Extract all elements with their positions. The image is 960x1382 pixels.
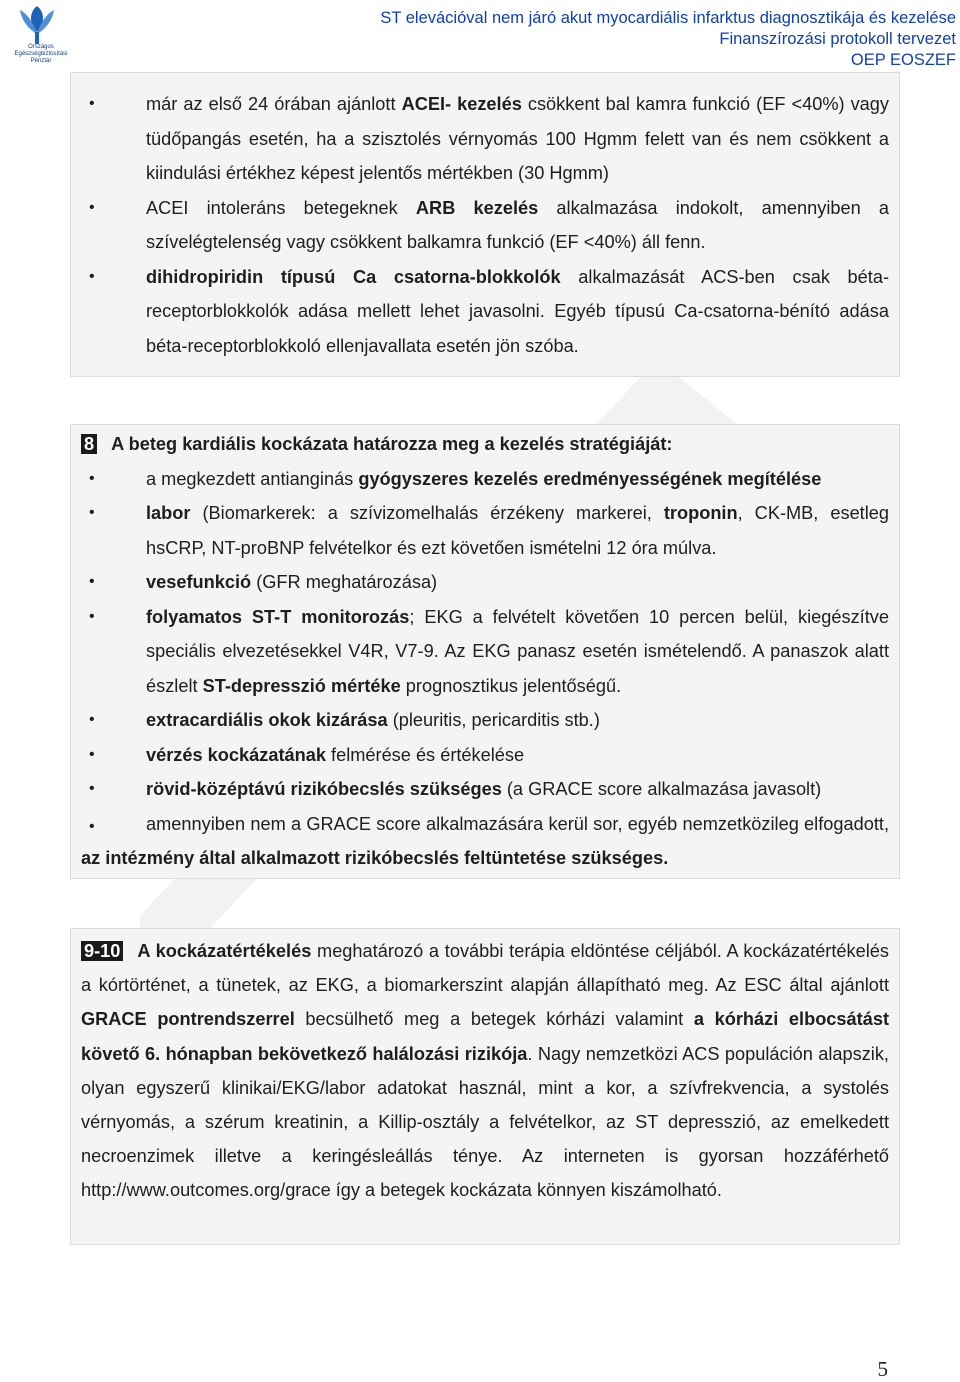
text-run: csökkent bal kamra funkció (EF <40%) vagy tüdőpangás esetén, ha a szisztolés vérnyomás 100 Hgmm felett van és nem csökkent a kiindulási értékhez képest jelentős mértékben (30 Hgmm): [146, 94, 889, 183]
bullet-icon: •: [89, 95, 95, 112]
header-title: ST elevációval nem járó akut myocardiális infarktus diagnosztikája és kezelése: [380, 9, 956, 27]
text-run: ; EKG a felvételt követően 10 percen belül, kiegészítve speciális elvezetésekkel V4R, V7-9. Az EKG panasz esetén ismételendő. A panaszok alatt észlelt: [146, 606, 889, 696]
section-number-badge: 8: [81, 434, 97, 454]
text-run: becsülhető meg a betegek kórházi valamint: [294, 1009, 694, 1030]
page-number: 5: [877, 1357, 888, 1381]
risk-assessment-box: [70, 928, 900, 1245]
text-run: felmérése és értékelése: [325, 744, 525, 765]
risk-strategy-box: [70, 424, 900, 879]
bullet-icon: •: [89, 573, 95, 590]
list-item: [81, 462, 889, 497]
paragraph-text: [81, 941, 889, 1200]
list-item: [81, 600, 889, 704]
text-run: már az első 24 órában ajánlott: [146, 94, 402, 114]
list-item: [81, 565, 889, 600]
bold-text: vesefunkció: [146, 572, 252, 592]
list-item-text: [81, 814, 889, 869]
bold-text: rövid-középtávú rizikóbecslés szükséges: [146, 779, 502, 799]
bold-text: folyamatos ST-T monitorozás: [146, 606, 410, 627]
bold-text: ST-depresszió mértéke: [202, 675, 401, 696]
text-run: prognosztikus jelentőségű.: [400, 675, 622, 696]
list-item: [81, 87, 889, 191]
bold-text: ARB kezelés: [415, 197, 539, 218]
text-run: amennyiben nem a GRACE score alkalmazására kerül sor, egyéb nemzetközileg elfogadott,: [146, 813, 889, 834]
logo-emblem-icon: [6, 2, 68, 46]
bold-text: troponin: [663, 503, 738, 523]
header-subtitle: Finanszírozási protokoll tervezet: [719, 30, 956, 48]
oep-logo: [6, 2, 68, 64]
bullet-icon: •: [89, 469, 95, 487]
bold-text: ACEI- kezelés: [401, 94, 522, 114]
section-heading: [81, 427, 889, 462]
risk-strategy-list: [81, 462, 889, 807]
bullet-icon: •: [89, 817, 95, 835]
list-item: [81, 772, 889, 807]
bullet-icon: •: [89, 711, 95, 728]
text-run: (pleuritis, pericarditis stb.): [387, 710, 600, 730]
bullet-icon: •: [89, 504, 95, 521]
text-run: alkalmazása indokolt, amennyiben a szívelégtelenség vagy csökkent balkamra funkció (EF <40%) áll fenn.: [146, 197, 890, 252]
text-run: , CK-MB, esetleg hsCRP, NT-proBNP felvételkor és ezt követően ismételni 12 óra múlva.: [146, 503, 890, 558]
bold-text: a kórházi elbocsátást követő 6. hónapban bekövetkező halálozási rizikója: [81, 1009, 889, 1064]
text-run: a megkezdett antianginás: [146, 468, 359, 489]
text-run: meghatározó a további terápia eldöntése céljából. A kockázatértékelés a kórtörténet, a tünetek, az EKG, a biomarkerszint alapján állapítható meg. Az ESC által ajánlott: [81, 941, 889, 996]
bullet-icon: •: [89, 198, 95, 216]
bullet-icon: •: [89, 607, 95, 625]
text-run: (a GRACE score alkalmazása javasolt): [501, 779, 822, 799]
list-item: [81, 703, 889, 738]
list-item: [81, 191, 889, 260]
bold-text: az intézmény által alkalmazott rizikóbecslés feltüntetése szükséges.: [81, 848, 669, 868]
list-item: [81, 738, 889, 773]
document-header: [380, 8, 956, 71]
bold-text: A kockázatértékelés: [137, 941, 312, 961]
text-run: (GFR meghatározása): [251, 572, 438, 592]
text-run: ACEI intoleráns betegeknek: [146, 197, 416, 218]
bullet-icon: •: [89, 780, 95, 797]
bullet-icon: •: [89, 745, 95, 763]
bold-text: dihidropiridin típusú Ca csatorna-blokkolók: [146, 266, 561, 287]
list-item: [81, 807, 889, 876]
bold-text: extracardiális okok kizárása: [146, 710, 388, 730]
bold-text: labor: [146, 503, 191, 523]
section-heading-text: A beteg kardiális kockázata határozza meg a kezelés stratégiáját:: [111, 434, 673, 454]
continued-treatment-box: [70, 72, 900, 377]
bold-text: gyógyszeres kezelés eredményességének megítélése: [358, 468, 822, 489]
header-org: OEP EOSZEF: [850, 51, 956, 69]
bold-text: vérzés kockázatának: [146, 744, 326, 765]
text-run: alkalmazását ACS-ben csak béta-receptorblokkolók adása mellett lehet javasolni. Egyéb típusú Ca-csatorna-bénító adása béta-receptorblokkoló ellenjavallata esetén jön szóba.: [146, 266, 890, 356]
bullet-icon: •: [89, 267, 95, 285]
text-run: . Nagy nemzetközi ACS populáción alapszik, olyan egyszerű klinikai/EKG/labor adatokat használ, mint a kor, a szívfrekvencia, a systolés vérnyomás, a szérum kreatinin, a Killip-osztály a felvételkor, az ST depresszió, az emelkedett necroenzimek illetve a keringésleállás ténye. Az interneten is gyorsan hozzáférhető http://www.outcomes.org/grace így a betegek kockázata könnyen kiszámolható.: [81, 1043, 889, 1201]
list-item: [81, 496, 889, 565]
text-run: (Biomarkerek: a szívizomelhalás érzékeny markerei,: [190, 503, 664, 523]
list-item: [81, 260, 889, 364]
bold-text: GRACE pontrendszerrel: [81, 1009, 295, 1030]
treatment-list: [81, 87, 889, 363]
logo-text: Országos Egészségbiztosítási Pénztár: [14, 44, 68, 64]
section-number-badge: 9-10: [81, 941, 123, 961]
risk-assessment-paragraph: [81, 934, 889, 1208]
